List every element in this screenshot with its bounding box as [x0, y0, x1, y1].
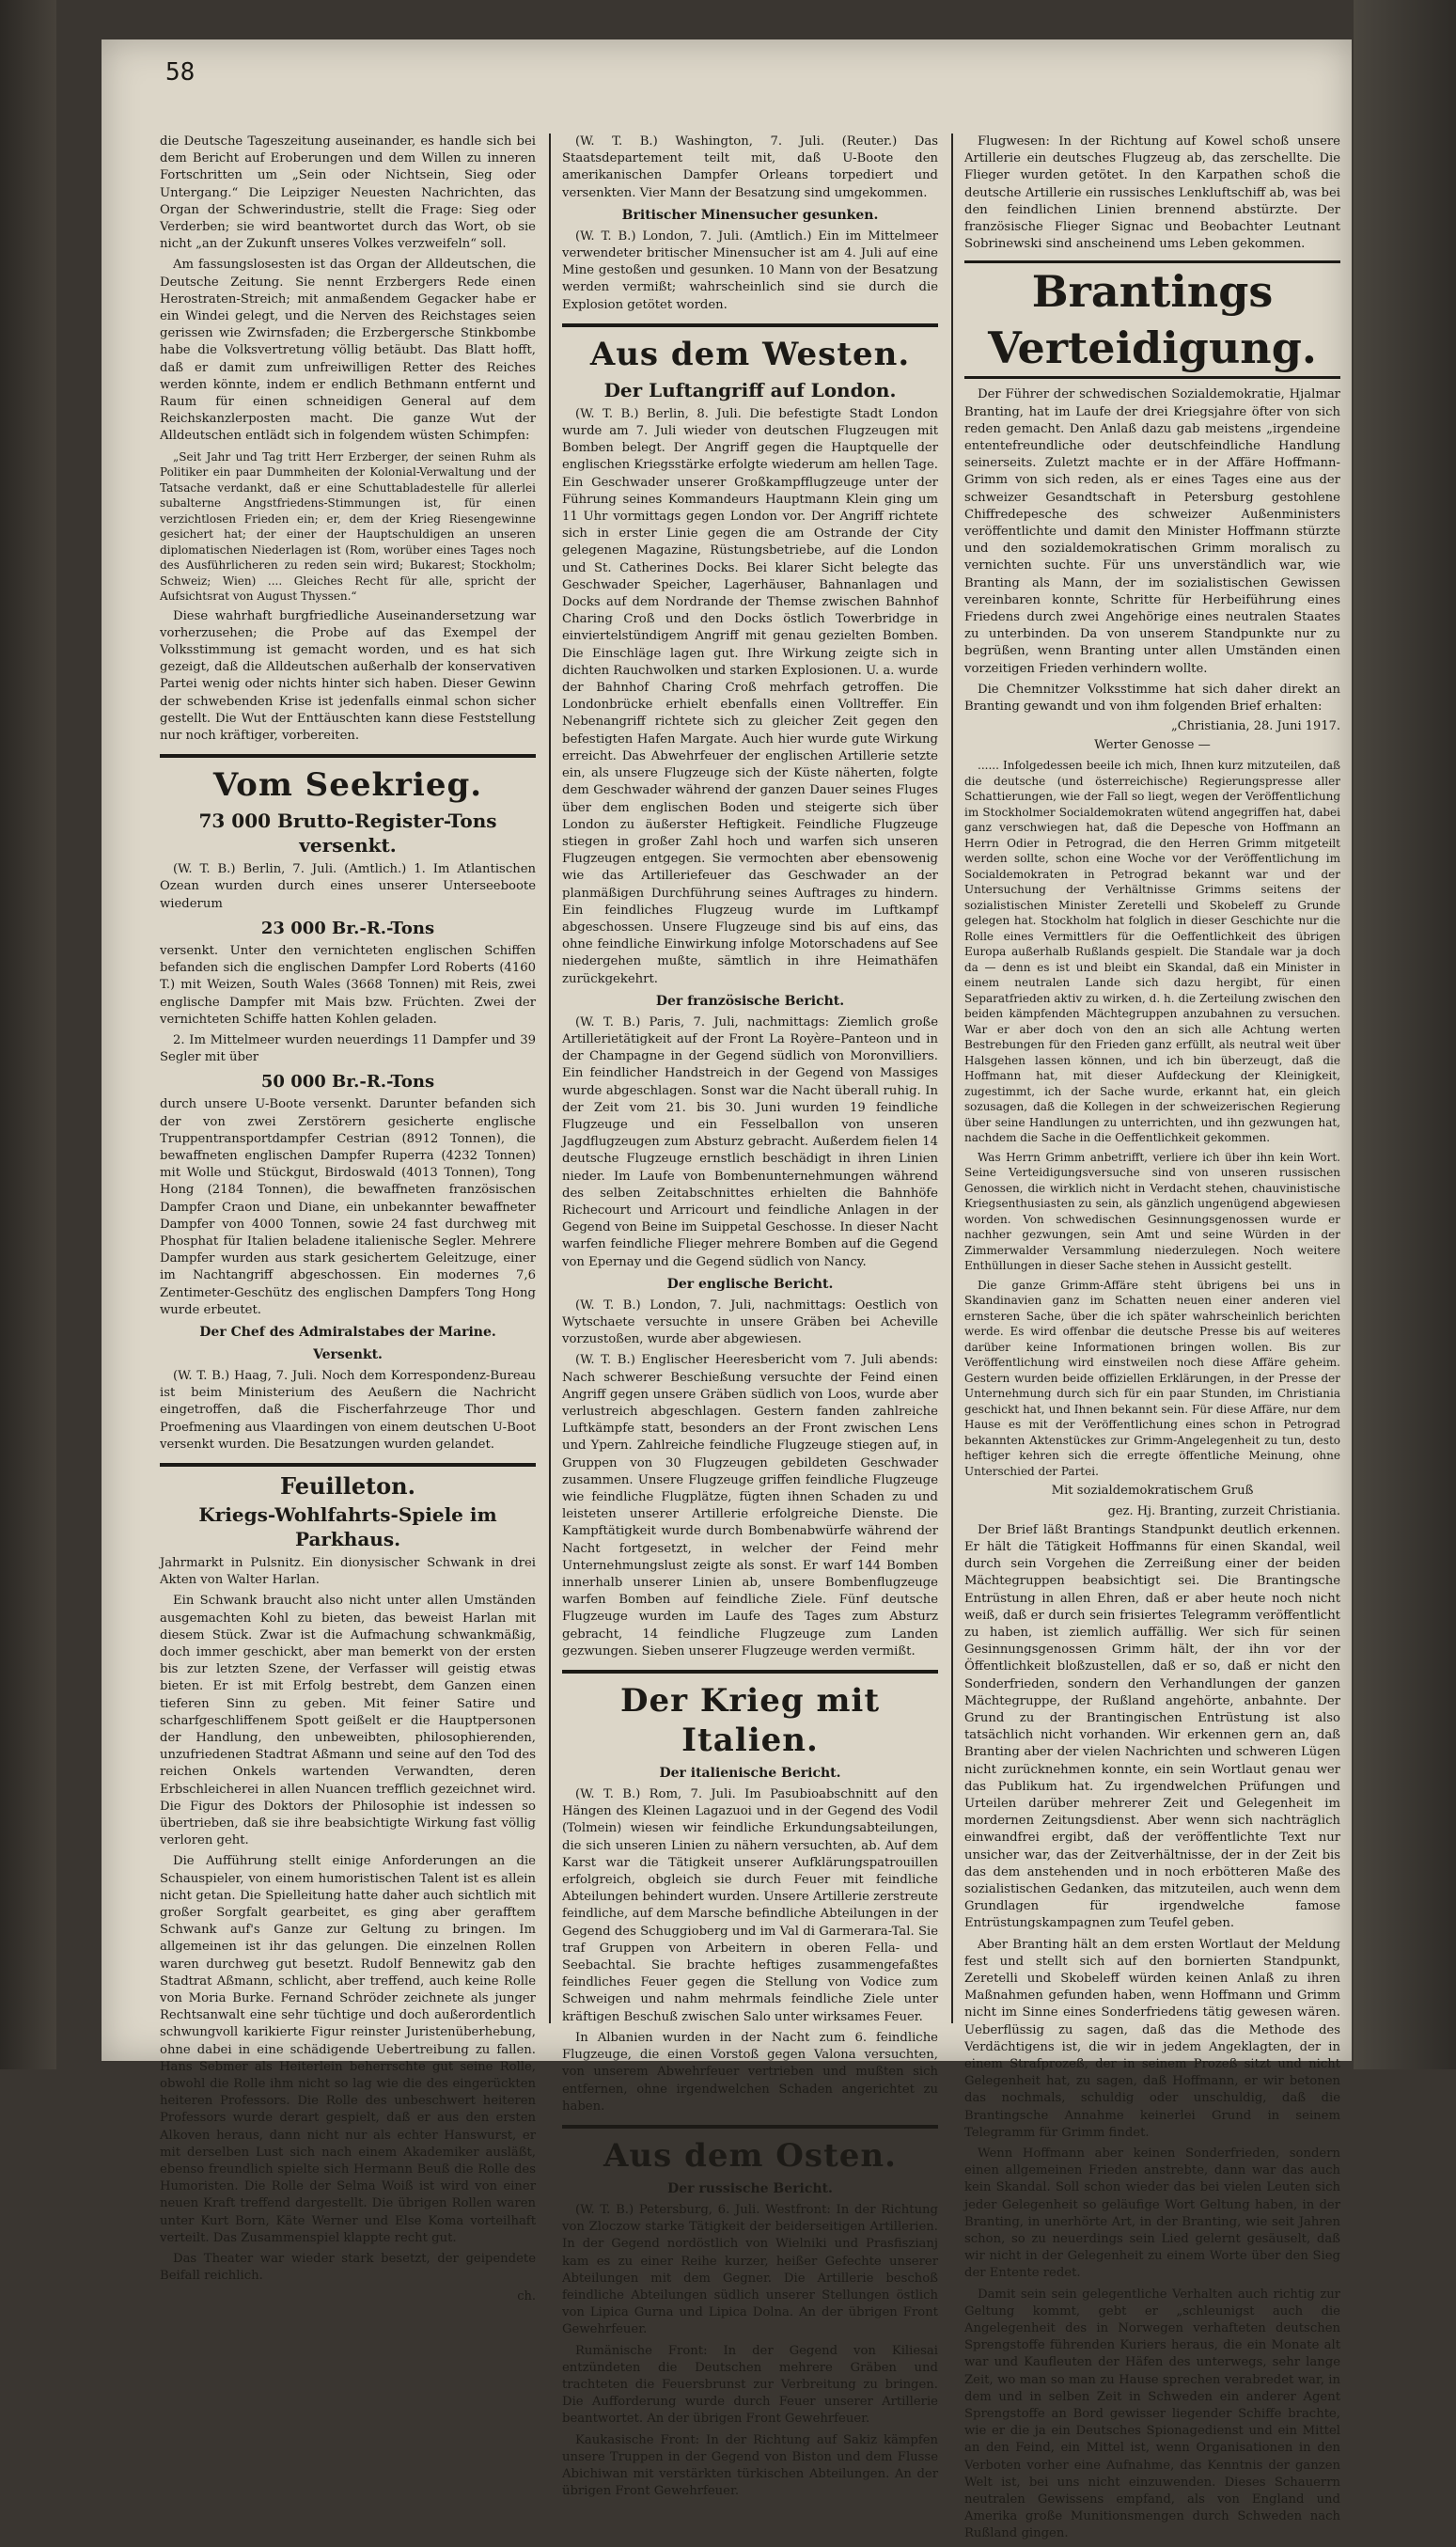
- paragraph: Am fassungslosesten ist das Organ der Alldeutschen, die Deutsche Zeitung. Sie nennt Erzbergers Rede einen Herostraten-Streich; mit anmaßendem Gegacker habe er ein Windei gelegt, und die Nerven des Reichstages seien gerissen wie Zwirnsfaden; die Erzbergersche Stinkbombe habe die Volksvertretung völlig betäubt. Das Blatt hofft, daß er damit zum unfreiwilligen Retter des Reiches werden könnte, indem er endlich Bethmann entfernt und Raum für einen schneidigen General auf dem Reichskanzlerposten macht. Die ganze Wut der Alldeutschen entlädt sich in folgendem wüsten Schimpfen:: [160, 258, 536, 444]
- letter-closing: Mit sozialdemokratischem Gruß: [1051, 1484, 1254, 1499]
- heading-feuilleton: Feuilleton.: [280, 1471, 415, 1500]
- column-3: [964, 134, 1340, 2547]
- paragraph: Aber Branting hält an dem ersten Wortlaut der Meldung fest und stellt sich auf den bornierten Standpunkt, Zeretelli und Skobeleff würden keinen Anlaß zu ihren Maßnahmen gefunden haben, wenn Hoffmann und Grimm nicht im Sinne eines Sonderfriedens tätig gewesen wären. Ueberflüssig zu sagen, daß das die Methode des Verdächtigens ist, die wir in jedem Angeklagten, der in einem Strafprozeß, der in seinem Prozeß sitzt und nicht Gelegenheit hat, zu sagen, daß Hoffmann, er wir betonen das nochmals, schuldig oder unschuldig, daß die Brantingsche Annahme keinerlei Grund in seinem Telegramm für Grimm findet.: [964, 1937, 1340, 2140]
- paragraph: durch unsere U-Boote versenkt. Darunter befanden sich der von zwei Zerstörern gesicherte englische Truppentransportdampfer Cestrian (8912 Tonnen), die bewaffneten englischen Dampfer Ruperra (4232 Tonnen) mit Wolle und Stückgut, Birdoswald (4013 Tonnen), Tong Hong (2184 Tonnen), die bewaffneten französischen Dampfer Craon und Diane, ein unbekannter bewaffneter Dampfer von 4000 Tonnen, sowie 24 fast durchweg mit Phosphat für Italien beladene italienische Segler. Mehrere Dampfer wurden aus stark gesichertem Geleitzuge, einer im Nachtangriff abgeschossen. Ein modernes 7,6 Zentimeter-Geschütz des englischen Dampfers Tong Hong wurde erbeutet.: [160, 1097, 536, 1317]
- paragraph: Die Aufführung stellt einige Anforderungen an die Schauspieler, von einem humoristischen Talent ist es allein nicht getan. Die Spielleitung hatte daher auch sichtlich mit großer Sorgfalt gearbeitet, es ging aber gerafftem Schwank auf's Ganze zur Geltung zu bringen. Im allgemeinen ist ihr das gelungen. Die einzelnen Rollen waren durchweg gut besetzt. Rudolf Bennewitz gab den Stadtrat Aßmann, schlicht, aber treffend, auch keine Rolle von Moria Burke. Fernand Schröder zeichnete als junger Rechtsanwalt eine sehr tüchtige und doch außerordentlich schwungvoll karikierte Figur reinster Juristenüberhebung, ohne dabei in eine schädigende Uebertreibung zu fallen. Hans Sebmer als Heiterlein beherrschte gut seine Rolle, obwohl die Rolle ihm nicht so lag wie die des eingerückten heiteren Professors. Die Rolle des unbeschwert heiteren Professors wurde derart gespielt, daß er aus den ersten Alkoven heraus, dann nicht nur als echter Hanswurst, er mit derselben Lust sich nach einem Akademiker ausläßt, ebenso freundlich spielte sich Hermann Beuß die Rolle des Humoristen. Die Rolle der Selma Woiß ist wird von einer neuen Kraft treffend dargestellt. Die übrigen Rollen waren unter Kurt Born, Käte Werner und Else Koma vorteilhaft verteilt. Das Zusammenspiel klappte recht gut.: [160, 1854, 536, 2245]
- paragraph: (W. T. B.) Berlin, 8. Juli. Die befestigte Stadt London wurde am 7. Juli wieder von deutschen Flugzeugen mit Bomben belegt. Der Angriff gegen die Hauptquelle der englischen Kriegsstärke erfolgte wiederum am hellen Tage. Ein Geschwader unserer Großkampfflugzeuge unter der Führung seines Kommandeurs Hauptmann Klein ging um 11 Uhr vormittags gegen London vor. Der Angriff richtete sich in erster Linie gegen die am Ostrande der City gelegenen Magazine, Rüstungsbetriebe, auf die London und St. Catherines Docks. Bei klarer Sicht belegte das Geschwader Speicher, Lagerhäuser, Bahnanlagen und Docks auf dem Nordrande der Themse zwischen Bahnhof Charing Croß und den Docks östlich Towerbridge in einviertelstündigem Angriff mit genau gezielten Bomben. Die Einschläge lagen gut. Ihre Wirkung zeigte sich in dichten Rauchwolken und starken Explosionen. U. a. wurde der Bahnhof Charing Croß mehrfach getroffen. Die Londonbrücke erhielt ebenfalls einen Volltreffer. Ein Nebenangriff richtete sich zu gleicher Zeit gegen den befestigten Hafen Margate. Auch hier wurde gute Wirkung erreicht. Das Abwehrfeuer der englischen Artillerie setzte ein, als unsere Flugzeuge sich der Küste näherten, folgte dem Geschwader während der ganzen Dauer seines Fluges über dem englischen Boden und steigerte sich über London zu äußerster Heftigkeit. Feindliche Flugzeuge stiegen in großer Zahl hoch und warfen sich unseren Flugzeugen entgegen. Sie vermochten aber ebensowenig wie das Artilleriefeuer das Geschwader an der planmäßigen Durchführung seines Auftrages zu hindern. Ein feindliches Flugzeug wurde im Luftkampf abgeschossen. Unsere Flugzeuge sind bis auf eins, das ohne feindliche Einwirkung infolge Motorschadens auf See niedergehen mußte, sämtlich in ihre Heimathäfen zurückgekehrt.: [562, 406, 938, 986]
- paragraph: (W. T. B.) Washington, 7. Juli. (Reuter.) Das Staatsdepartement teilt mit, daß U-Boote den amerikanischen Dampfer Orleans torpediert und versenkten. Vier Mann der Besatzung sind umgekommen.: [562, 134, 938, 200]
- paragraph: (W. T. B.) Rom, 7. Juli. Im Pasubioabschnitt auf den Hängen des Kleinen Lagazuoi und in der Gegend des Vodil (Tolmein) wiesen wir feindliche Erkundungsabteilungen, die sich unseren Linien zu nähern versuchten, ab. Auf dem Karst war die Tätigkeit unserer Aufklärungspatrouillen erfolgreich, obgleich sie durch Feuer mit feindliche Abteilungen behindert wurden. Unsere Artillerie zerstreute feindliche, auf dem Marsche befindliche Abteilungen in der Gegend des Schuggioberg und im Val di Garmerara-Tal. Sie traf Gruppen von Arbeitern in oberen Fella- und Seebachtal. Sie brachte heftiges zusammengefaßtes feindliches Feuer gegen die Stellung von Vodice zum Schweigen und nahm mehrmals feindliche Ziele unter kräftigen Beschuß zwischen Salo unter wirksames Feuer.: [562, 1787, 938, 2024]
- heading-italien: Der Krieg mit Italien.: [619, 1682, 881, 1760]
- paragraph: (W. T. B.) Haag, 7. Juli. Noch dem Korrespondenz-Bureau ist beim Ministerium des Aeußern die Nachricht eingetroffen, daß die Fischerfahrzeuge Thor und Proefmening aus Vlaardingen von einem deutschen U-Boot versenkt wurden. Die Besatzungen wurden gelandet.: [160, 1368, 536, 1452]
- paragraph: Kaukasische Front: In der Richtung auf Sakiz kämpfen unsere Truppen in der Gegend von Biston und dem Flusse Abichiwan mit verstärkten türkischen Abteilungen. An der übrigen Front Gewehrfeuer.: [562, 2432, 938, 2499]
- paragraph: 2. Im Mittelmeer wurden neuerdings 11 Dampfer und 39 Segler mit über: [160, 1032, 536, 1065]
- author-sign: ch.: [517, 2288, 536, 2303]
- letter-body: Die ganze Grimm-Affäre steht übrigens bei uns in Skandinavien ganz im Schatten neuen einer anderen viel ernsteren Sache, über die ich später wahrscheinlich berichten werde. Es wird offenbar die deutsche Presse bis auf weiteres darüber keine Informationen bringen wollen. Bis zur Veröffentlichung wird einstweilen noch diese Affäre geheim. Gestern wurden beide offiziellen Erklärungen, in der Presse der Unternehmung durch sich für ein paar Stunden, im Christiania geschickt hat, und Ihnen bekannt sein. Für diese Affäre, nur dem Hause es mit der Veröffentlichung eines schon in Petrograd bekannten Aktenstückes zur Grimm-Angelegenheit zu tun, desto heftiger kehren sich die erregte öffentliche Meinung, ohne Unterschied der Partei.: [964, 1278, 1340, 1478]
- letter-body: ...... Infolgedessen beeile ich mich, Ihnen kurz mitzuteilen, daß die deutsche (und österreichische) Regierungspresse aller Schattierungen, wie der Fall so liegt, wegen der Veröffentlichung im Stockholmer Socialdemokraten wütend angegriffen hat, dabei ganz verschwiegen hat, daß die Depesche von Hoffmann an Herrn Odier in Petrograd, die den Herren Grimm mitgeteilt werden sollte, schon eine Woche vor der Veröffentlichung im Socialdemokraten in Petrograd bekannt war und der Untersuchung der Verhältnisse Grimms seitens der sozialistischen Minister Zeretelli und Skobeleff zu Grunde gelegen hat. Stockholm hat folglich in dieser Geschichte nur die Rolle eines Vermittlers für die Oeffentlichkeit des übrigen Europa außerhalb Rußlands gespielt. Die Standale war ja doch da — denn es ist und bleibt ein Skandal, daß ein Minister in einem neutralen Lande sich dazu hergibt, für einen Separatfrieden aktiv zu wirken, d. h. die Zerteilung zwischen den beiden kämpfenden Mächtegruppen anzubahnen zu versuchen. War er aber doch von den an sich alle Achtung werten Bestrebungen für den Frieden ganz erfüllt, als neutral weit über Halsgehen lassen können, und ich bin überzeugt, daß die Hoffmann hat, mit dieser Aufdeckung der Kleinigkeit, zugestimmt, ich der Sache wurde, erkannt hat, ein gleich sozusagen, daß die Kollegen in der schweizerischen Regierung über seine Handlungen zu unterrichten, und ihn gezwungen hat, nachdem die Sache in die Oeffentlichkeit gekommen.: [964, 759, 1340, 1145]
- tonnage-50000: 50 000 Br.-R.-Tons: [260, 1072, 435, 1093]
- paragraph: Rumänische Front: In der Gegend von Kiliesai entzündeten die Deutschen mehrere Gräben und trachteten die Feuersbrunst zur Verbreitung zu bringen. Die Aufforderung wurde durch Feuer unserer Artillerie beantwortet. An der übrigen Front Gewehrfeuer.: [562, 2343, 938, 2427]
- heading-osten: Aus dem Osten.: [603, 2136, 897, 2175]
- subheading-ital-bericht: Der italienische Bericht.: [659, 1766, 841, 1782]
- quote: „Seit Jahr und Tag tritt Herr Erzberger, der seinen Ruhm als Politiker ein paar Dummheiten der Kolonial-Verwaltung und der Tatsache verdankt, daß er eine Schuttabladestelle für allerlei subalterne Angstfriedens-Stimmungen ist, für einen verzichtlosen Frieden ein; er, dem der Krieg Riesengewinne gesichert hat; der einer der Hauptschuldigen an unseren diplomatischen Niederlagen ist (Rom, worüber eines Tages noch des Ausführlicheren zu reden sein wird; Bukarest; Stockholm; Schweiz; Wien) .... Gleiches Recht für alle, spricht der Aufsichtsrat von August Thyssen.“: [160, 449, 536, 604]
- column-divider: [549, 134, 551, 2023]
- signature-admiralstab: Der Chef des Admiralstabes der Marine.: [199, 1324, 496, 1340]
- heading-seekrieg: Vom Seekrieg.: [212, 766, 483, 805]
- page-edge: [1354, 0, 1456, 2069]
- paragraph: Wenn Hoffmann aber keinen Sonderfrieden, sondern einen allgemeinen Frieden anstrebte, dann war das auch kein Skandal. Soll schon wieder das bei vielen Leuten sich jeder Gelegenheit so geläufige Wort Geltung haben, in der Branting, in unerhörte Art, in der Branting, wie seit Jahren schon, so zu neuerdings sein Lied gelernt gesäuselt, daß wir nicht in der Gelegenheit zu einem Worte über den Sieg der Entente redet.: [964, 2146, 1340, 2281]
- paragraph: Der Führer der schwedischen Sozialdemokratie, Hjalmar Branting, hat im Laufe der drei Kriegsjahre öfter von sich reden gemacht. Den Anlaß dazu gab meistens „irgendeine ententefreundliche oder deutschfeindliche Handlung seinerseits. Zuletzt machte er in der Affäre Hoffmann-Grimm von sich reden, als er eines Tages eine aus der schweizer Gesandtschaft in Petersburg gestohlene Chiffredepesche des schweizer Außenministers veröffentlichte und damit den Minister Hoffmann stürzte und den sozialdemokratischen Grimm moralisch zu vernichten suchte. Für uns unverständlich war, wie Branting als Mann, der im sozialistischen Gewissen vereinbaren konnte, Schritte für Herbeiführung eines Friedens durch zwei Angehörige eines neutralen Staates zu unterbinden. Da von unserem Standpunkte nur zu begrüßen, wenn Branting unter allen Umständen einen vorzeitigen Frieden verhindern wollte.: [964, 387, 1340, 676]
- section-rule: [562, 1670, 938, 1674]
- column-2: [562, 134, 938, 2504]
- letter-salutation: Werter Genosse —: [1094, 738, 1211, 753]
- subheading-franz-bericht: Der französische Bericht.: [655, 993, 845, 1009]
- section-rule: [160, 754, 536, 758]
- paragraph: In Albanien wurden in der Nacht zum 6. feindliche Flugzeuge, die einen Vorstoß gegen Valona versuchten, von unserem Abwehrfeuer vertrieben und mußten sich entfernen, ohne irgendwelchen Schaden angerichtet zu haben.: [562, 2030, 938, 2114]
- paragraph: Das Theater war wieder stark besetzt, der geipendete Beifall reichlich.: [160, 2252, 536, 2284]
- letter-signature: gez. Hj. Branting, zurzeit Christiania.: [1107, 1503, 1340, 1518]
- letter-date: „Christiania, 28. Juni 1917.: [1170, 719, 1340, 734]
- paragraph: (W. T. B.) Petersburg, 6. Juli. Westfront: In der Richtung von Zloczow starke Tätigkeit der beiderseitigen Artillerien. In der Gegend nordöstlich von Wielniki und Prasfiszianj kam es zu einer Reihe kurzer, heißer Gefechte unserer Abteilungen mit dem Gegner. Die Artillerie beschoß feindliche Abteilungen südlich unserer Stellungen östlich von Lipica Gurna und Lipica Dolna. An der übrigen Front Gewehrfeuer.: [562, 2202, 938, 2337]
- subheading-russ-bericht: Der russische Bericht.: [667, 2180, 833, 2196]
- heading-brantings-verteidigung: Brantings Verteidigung.: [964, 260, 1340, 379]
- subheading-tons: 73 000 Brutto-Register-Tons versenkt.: [198, 810, 497, 857]
- column-1: [160, 134, 536, 2307]
- heading-kriegs-wohlfahrt: Kriegs-Wohlfahrts-Spiele im Parkhaus.: [198, 1502, 497, 1550]
- section-rule: [562, 2125, 938, 2129]
- letter-body: Was Herrn Grimm anbetrifft, verliere ich über ihn kein Wort. Seine Verteidigungsversuche sind von unseren russischen Genossen, die wirklich nicht in Verdacht stehen, chauvinistische Kriegsenthusiasten zu sein, als gänzlich ungenügend abgewiesen worden. Von schwedischen Gesinnungsgenossen wurde er nachher gezwungen, sein Amt und seine Würden in der Zimmerwalder Versammlung niederzulegen. Noch weitere Enthüllungen in dieser Sache stehen in Aussicht gestellt.: [964, 1150, 1340, 1273]
- paragraph: Diese wahrhaft burgfriedliche Auseinandersetzung war vorherzusehen; die Probe auf das Exempel der Volksstimmung ist gemacht worden, und es hat sich gezeigt, daß die Alldeutschen außerhalb der konservativen Partei wenig oder nichts hinter sich haben. Dieser Gewinn der schwebenden Krise ist jedenfalls einmal schon sicher gestellt. Die Wut der Enttäuschten kann diese Feststellung nur noch kräftiger, vorbereiten.: [160, 608, 536, 744]
- newspaper-page: [102, 39, 1352, 2541]
- column-divider: [951, 134, 953, 2023]
- paragraph: (W. T. B.) Englischer Heeresbericht vom 7. Juli abends: Nach schwerer Beschießung versuchte der Feind einen Angriff gegen unsere Gräben südlich von Loos, wurde aber verlustreich abgeschlagen. Gestern fanden zahlreiche Luftkämpfe statt, besonders an der Front zwischen Lens und Ypern. Zahlreiche feindliche Flugzeuge stiegen auf, in Gruppen von 30 Flugzeugen gebildeten Geschwader zusammen. Unsere Flugzeuge griffen feindliche Flugzeuge wie feindliche Flugplätze, fügten ihnen Schaden zu und leisteten unserer Artillerie erfolgreiche Dienste. Die Kampftätigkeit wurde durch Bombenabwürfe während der Nacht fortgesetzt, in welcher der Feind mehr Unternehmungslust zeigte als sonst. Er warf 144 Bomben innerhalb unserer Linien ab, unsere Bombenflugzeuge warfen Bomben auf feindliche Ziele. Fünf deutsche Flugzeuge wurden im Laufe des Tages zum Absturz gebracht, 14 feindliche Flugzeuge zum Landen gezwungen. Sieben unserer Flugzeuge werden vermißt.: [562, 1353, 938, 1659]
- subheading-minensucher: Britischer Minensucher gesunken.: [621, 207, 879, 223]
- subheading-versenkt: Versenkt.: [313, 1346, 383, 1362]
- paragraph: Jahrmarkt in Pulsnitz. Ein dionysischer Schwank in drei Akten von Walter Harlan.: [160, 1555, 536, 1588]
- paragraph: versenkt. Unter den vernichteten englischen Schiffen befanden sich die englischen Dampfer Lord Roberts (4160 T.) mit Weizen, South Wales (3668 Tonnen) mit Reis, zwei englische Dampfer mit Mais bzw. Früchten. Zwei der vernichteten Schiffe hatten Kohlen geladen.: [160, 943, 536, 1027]
- subheading-engl-bericht: Der englische Bericht.: [666, 1276, 834, 1292]
- paragraph: Die Chemnitzer Volksstimme hat sich daher direkt an Branting gewandt und von ihm folgenden Brief erhalten:: [964, 682, 1340, 715]
- heading-westen: Aus dem Westen.: [589, 335, 911, 373]
- paragraph: Ein Schwank braucht also nicht unter allen Umständen ausgemachten Kohl zu bieten, das beweist Harlan mit diesem Stück. Zwar ist die Aufmachung schwankmäßig, doch immer geschickt, aber man bemerkt von der ersten bis zur letzten Szene, der Verfasser will geistig etwas bieten. Er ist mit Erfolg bestrebt, dem Ganzen einen tieferen Sinn zu geben. Mit feiner Satire und scharfgeschliffenem Spott geißelt er die Hauptpersonen der Handlung, den unbeweibten, philosophierenden, unzufriedenen Stadtrat Aßmann und seine auf den Tod des reichen Onkels wartenden Verwandten, deren Erbschleicherei in allen Nuancen trefflich gezeichnet wird. Die Figur des Doktors der Philosophie ist indessen so übertrieben, daß sie ihre beabsichtigte Wirkung fast völlig verloren geht.: [160, 1594, 536, 1848]
- paragraph: (W. T. B.) Berlin, 7. Juli. (Amtlich.) 1. Im Atlantischen Ozean wurden durch eines unserer Unterseeboote wiederum: [160, 862, 536, 911]
- book-spine: [0, 0, 56, 2069]
- page-number: 58: [165, 58, 196, 86]
- subheading-luftangriff: Der Luftangriff auf London.: [603, 378, 897, 401]
- paragraph: Flugwesen: In der Richtung auf Kowel schoß unsere Artillerie ein deutsches Flugzeug ab, das zerschellte. Die Flieger wurden getötet. In den Karpathen schoß die deutsche Artillerie ein russisches Lenkluftschiff ab, was bei den feindlichen Linien brennend abstürzte. Der französische Flieger Signac und Beobachter Leutnant Sobrinewski sind anscheinend ums Leben gekommen.: [964, 134, 1340, 252]
- paragraph: Der Brief läßt Brantings Standpunkt deutlich erkennen. Er hält die Tätigkeit Hoffmanns für einen Skandal, weil durch sein Vorgehen die Zerreißung einer der beiden Mächtegruppen beabsichtigt sei. Die Brantingsche Entrüstung in allen Ehren, daß er aber heute noch nicht weiß, daß er durch sein frisiertes Telegramm veröffentlicht zu haben, ist ziemlich auffällig. Wer sich für seinen Gesinnungsgenossen Grimm hält, der ihn vor der Öffentlichkeit bloßzustellen, daß er so, daß er nicht den Sonderfrieden, sondern den Verhandlungen der ganzen Mächtegruppe, der Rußland angehörte, anbahnte. Der Grund zu der Brantingischen Entrüstung ist also tatsächlich nicht vorhanden. Wir erkennen gern an, daß Branting aber der vielen Nachrichten und schweren Lügen nicht zurücknehmen konnte, ein sein Wortlaut genau wer das Publikum hat. Zu irgendwelchen Prüfungen und Urteilen darüber mehrerer Zeit und Gelegenheit im mordernen Zeitungsdienst. Aber wenn sich nachträglich einwandfrei ergibt, daß der veröffentlichte Text nur unsicher war, das der Zeitverhältnisse, der in der Zeit bis das dem anstehenden und in noch erbötteren Maße des sozialistischen Gedanken, das mitzuteilen, auch wenn dem Grundlagen für irgendwelche famose Entrüstungskampagnen zum Teufel geben.: [964, 1522, 1340, 1931]
- paragraph: (W. T. B.) London, 7. Juli. (Amtlich.) Ein im Mittelmeer verwendeter britischer Minensucher ist am 4. Juli auf eine Mine gestoßen und gesunken. 10 Mann von der Besatzung werden vermißt; wahrscheinlich sind sie durch die Explosion getötet worden.: [562, 228, 938, 312]
- section-rule: [160, 1463, 536, 1467]
- tonnage-23000: 23 000 Br.-R.-Tons: [260, 918, 435, 938]
- paragraph: die Deutsche Tageszeitung auseinander, es handle sich bei dem Bericht auf Eroberungen und dem Willen zu inneren Fortschritten um „Sein oder Nichtsein, Sieg oder Untergang.“ Die Leipziger Neuesten Nachrichten, das Organ der Schwerindustrie, stellt die Frage: Sieg oder Verderben; sie wird beantwortet durch das Wort, ob sie nicht „an der Zukunft unseres Volkes verzweifeln“ soll.: [160, 134, 536, 252]
- paragraph: Damit sein sein gelegentliche Verhalten auch richtig zur Geltung kommt, gebt er „schleunigst auch die Angelegenheit des in Norwegen verhafteten deutschen Sprengstoffe führenden Kuriers heraus, die ein Monate alt war und Kaufleuten der Häfen des unterwegs, sehr lange Zeit, wo man so man zu Hause sprechen verabredet war, in dem und in selben Zeit in Schweden ein anderer Agent Sprengstoffe an Bord gewisser liegender Schiffe brachte, wie er die ja ein Deutsches Spionagedienst und ein Mittel an den Feind, ein Mittel ist, wenn Organisationen in den Verboten vorher eine Aufnahme, das Kenntnis der ganzen Welt ist, bei uns nicht einzuwenden. Dieses Schauerrn neutralen Gewissens empfand, als von England und Amerika große Munitionsmengen durch Schweden nach Rußland gingen.: [964, 2287, 1340, 2541]
- paragraph: (W. T. B.) Paris, 7. Juli, nachmittags: Ziemlich große Artillerietätigkeit auf der Front La Royère–Panteon und in der Champagne in der Gegend südlich von Moronvilliers. Ein feindlicher Handstreich in der Gegend von Massiges wurde abgeschlagen. Sonst war die Nacht überall ruhig. In der Zeit vom 21. bis 30. Juni wurden 19 feindliche Flugzeuge und ein Fesselballon von unseren Jagdflugzeugen zum Absturz gebracht. Außerdem fielen 14 deutsche Flugzeuge ernstlich beschädigt in ihren Linien nieder. Im Laufe von Bombenunternehmungen während des selben Zeitabschnittes erhielten die Bahnhöfe Richecourt und Arricourt und feindliche Anlagen in der Gegend von Beine im Suippetal Geschosse. In dieser Nacht warfen feindliche Flieger mehrere Bomben auf die Gegend von Epernay und die Gegend südlich von Nancy.: [562, 1014, 938, 1269]
- paragraph: (W. T. B.) London, 7. Juli, nachmittags: Oestlich von Wytschaete versuchte in unsere Gräben bei Acheville vorzustoßen, wurde aber abgewiesen.: [562, 1297, 938, 1347]
- section-rule: [562, 323, 938, 327]
